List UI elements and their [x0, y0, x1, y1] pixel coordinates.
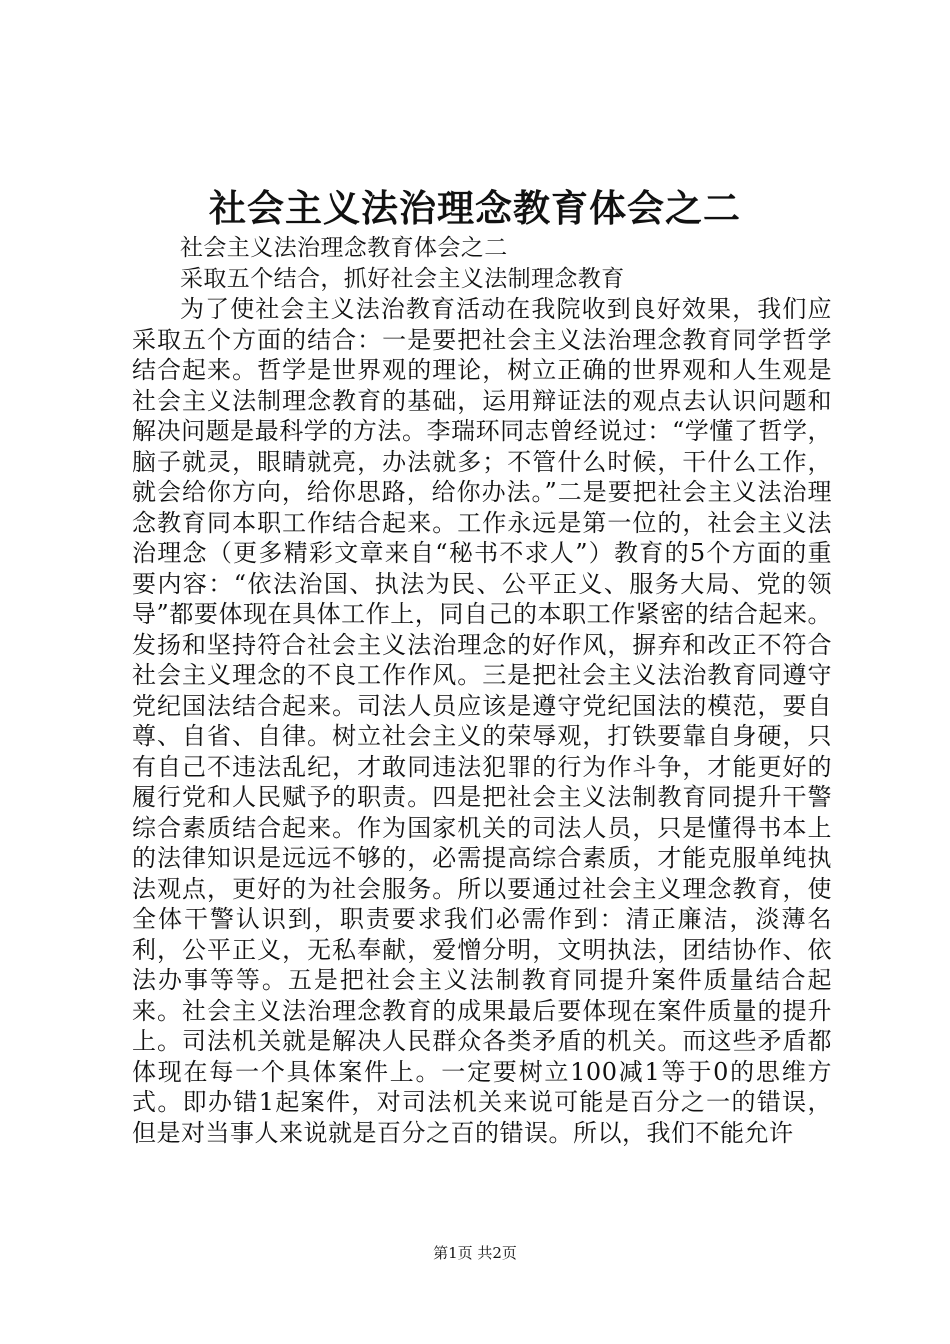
paragraph-main: 为了使社会主义法治教育活动在我院收到良好效果，我们应采取五个方面的结合：一是要把社会主义法治理念教育同学哲学结合起来。哲学是世界观的理论，树立正确的世界观和人生观是社会主义法制理念教育的基础，运用辩证法的观点去认识问题和解决问题是最科学的方法。李瑞环同志曾经说过：“学懂了哲学，脑子就灵，眼睛就亮，办法就多；不管什么时候，干什么工作，就会给你方向，给你思路，给你办法。”二是要把社会主义法治理念教育同本职工作结合起来。工作永远是第一位的，社会主义法治理念（更多精彩文章来自“秘书不求人”）教育的5个方面的重要内容：“依法治国、执法为民、公平正义、服务大局、党的领导”都要体现在具体工作上，同自己的本职工作紧密的结合起来。发扬和坚持符合社会主义法治理念的好作风，摒弃和改正不符合社会主义理念的不良工作作风。三是把社会主义法治教育同遵守党纪国法结合起来。司法人员应该是遵守党纪国法的模范，要自尊、自省、自律。树立社会主义的荣辱观，打铁要靠自身硬，只有自己不违法乱纪，才敢同违法犯罪的行为作斗争，才能更好的履行党和人民赋予的职责。四是把社会主义法制教育同提升干警综合素质结合起来。作为国家机关的司法人员，只是懂得书本上的法律知识是远远不够的，必需提高综合素质，才能克服单纯执法观点，更好的为社会服务。所以要通过社会主义理念教育，使全体干警认识到，职责要求我们必需作到：清正廉洁，淡薄名利，公平正义，无私奉献，爱憎分明，文明执法，团结协作、依法办事等等。五是把社会主义法制教育同提升案件质量结合起来。社会主义法治理念教育的成果最后要体现在案件质量的提升上。司法机关就是解决人民群众各类矛盾的机关。而这些矛盾都体现在每一个具体案件上。一定要树立100减1等于0的思维方式。即办错1起案件，对司法机关来说可能是百分之一的错误，但是对当事人来说就是百分之百的错误。所以，我们不能允许	[132, 295, 832, 1147]
page-footer: 第1页 共2页	[433, 1244, 517, 1262]
paragraph-subtitle: 社会主义法治理念教育体会之二	[180, 235, 508, 261]
page-title: 社会主义法治理念教育体会之二	[209, 186, 741, 230]
paragraph-heading: 采取五个结合，抓好社会主义法制理念教育	[180, 265, 625, 292]
document-body	[132, 233, 832, 1148]
